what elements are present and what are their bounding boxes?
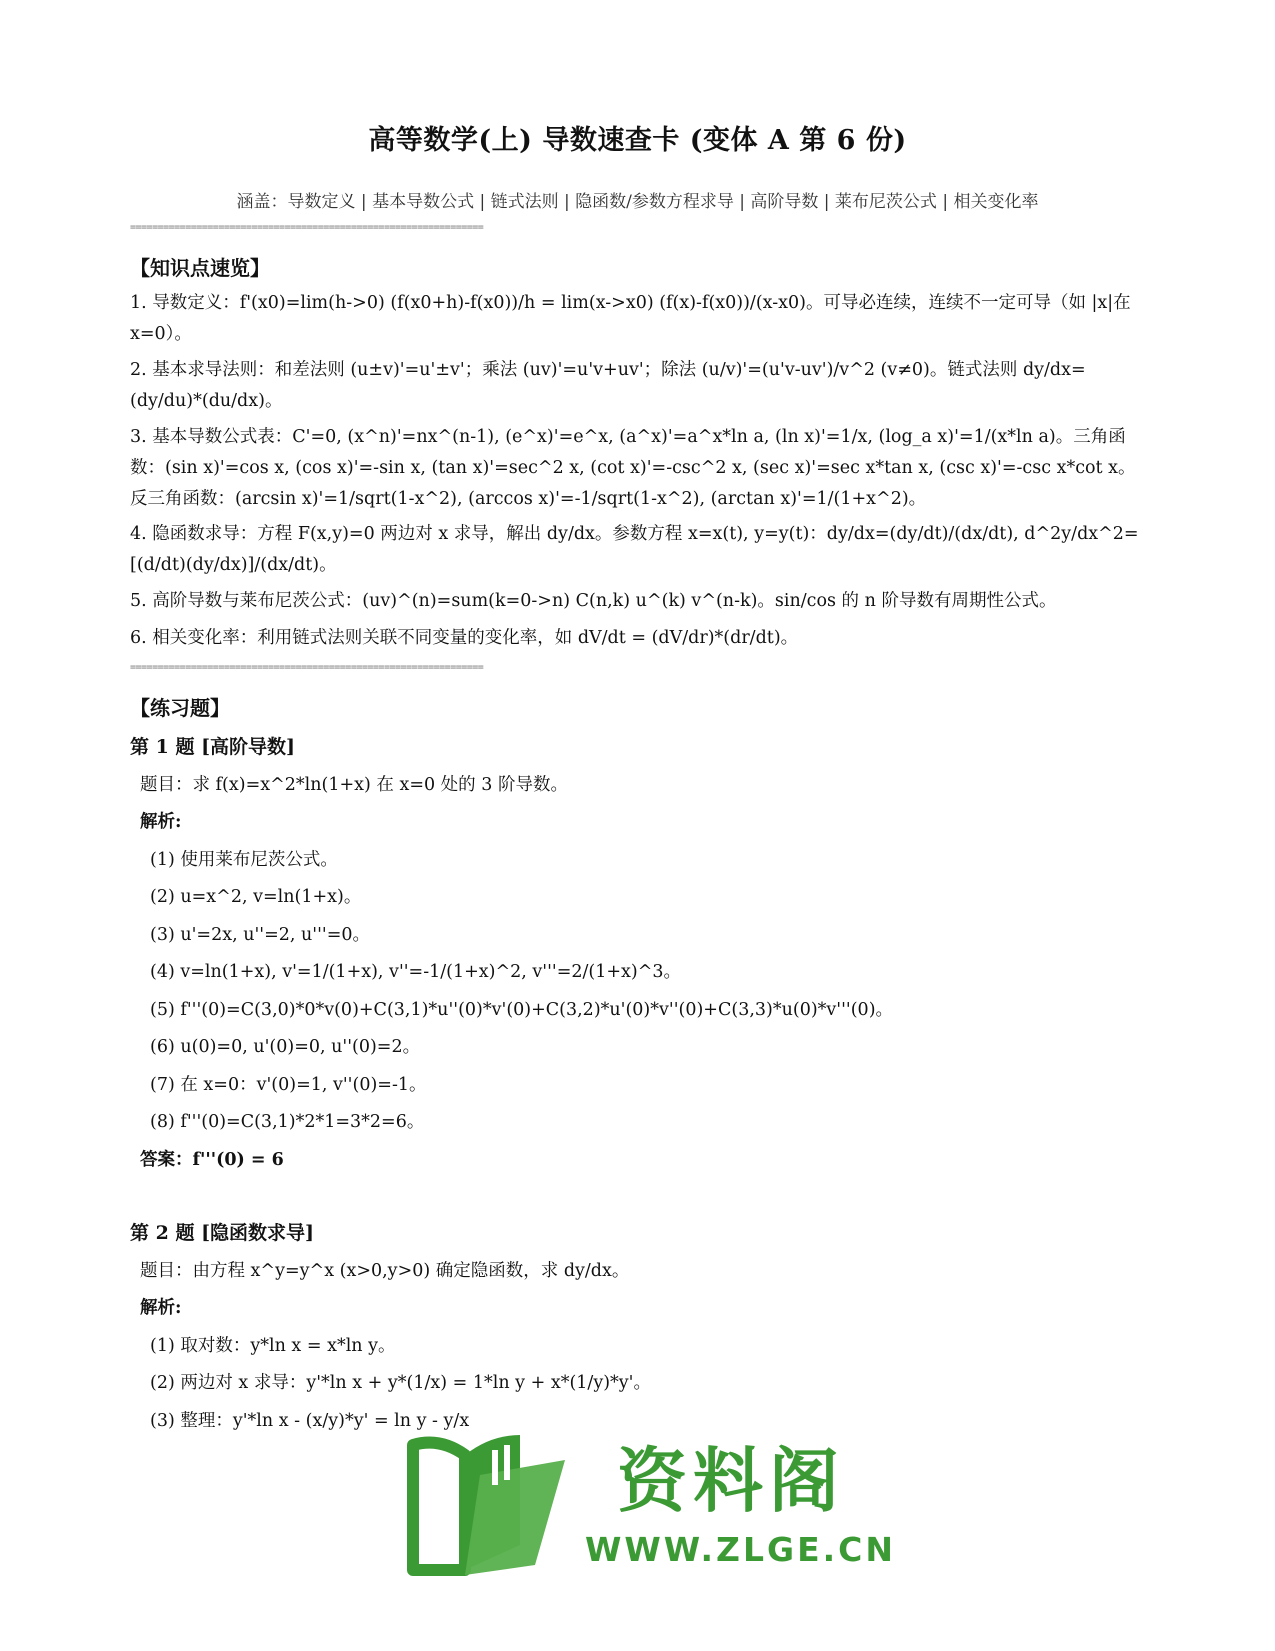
solution-step: (3) u'=2x, u''=2, u'''=0。 xyxy=(150,925,371,945)
knowledge-item: 4. 隐函数求导：方程 F(x,y)=0 两边对 x 求导，解出 dy/dx。参数方程 x=x(t), y=y(t)：dy/dx=(dy/dt)/(dx/dt), d^2y/dx^2=[(d/dt)(dy/dx)]/(dx/dt)。 xyxy=(130,524,1139,575)
knowledge-item: 5. 高阶导数与莱布尼茨公式：(uv)^(n)=sum(k=0->n) C(n,k) u^(k) v^(n-k)。sin/cos 的 n 阶导数有周期性公式。 xyxy=(130,591,1057,611)
solution-step: (8) f'''(0)=C(3,1)*2*1=3*2=6。 xyxy=(150,1112,425,1132)
page-title: 高等数学(上) 导数速查卡 (变体 A 第 6 份) xyxy=(368,125,907,156)
solution-step: (7) 在 x=0：v'(0)=1, v''(0)=-1。 xyxy=(150,1075,427,1095)
question-1-heading: 第 1 题 [高阶导数] xyxy=(130,736,296,758)
knowledge-item: 6. 相关变化率：利用链式法则关联不同变量的变化率，如 dV/dt = (dV/dr)*(dr/dt)。 xyxy=(130,628,799,648)
solution-step: (4) v=ln(1+x), v'=1/(1+x), v''=-1/(1+x)^2, v'''=2/(1+x)^3。 xyxy=(150,962,682,982)
practice-heading: 【练习题】 xyxy=(130,696,230,720)
knowledge-item: 1. 导数定义：f'(x0)=lim(h->0) (f(x0+h)-f(x0))/h = lim(x->x0) (f(x)-f(x0))/(x-x0)。可导必连续，连续不一定可导（如 |x|在 x=0）。 xyxy=(130,293,1131,344)
open-book-folder-icon xyxy=(395,1415,595,1585)
question-1-text: 题目：求 f(x)=x^2*ln(1+x) 在 x=0 处的 3 阶导数。 xyxy=(140,775,568,795)
solution-step: (1) 使用莱布尼茨公式。 xyxy=(150,850,338,870)
knowledge-item: 3. 基本导数公式表：C'=0, (x^n)'=nx^(n-1), (e^x)'=e^x, (a^x)'=a^x*ln a, (ln x)'=1/x, (log_a x)'=1/(x*ln a)。三角函数：(sin x)'=cos x, (cos x)'=-sin x, (tan x)'=sec^2 x, (cot x)'=-csc^2 x, (sec x)'=sec x*tan x, (csc x)'=-csc x*cot x。反三角函数：(arcsin x)'=1/sqrt(1-x^2), (arccos x)'=-1/sqrt(1-x^2), (arctan x)'=1/(1+x^2)。 xyxy=(130,427,1136,509)
solution-step: (1) 取对数：y*ln x = x*ln y。 xyxy=(150,1336,396,1356)
solution-step: (5) f'''(0)=C(3,0)*0*v(0)+C(3,1)*u''(0)*v'(0)+C(3,2)*u'(0)*v''(0)+C(3,3)*u(0)*v'''(0)。 xyxy=(150,1000,894,1020)
knowledge-item: 2. 基本求导法则：和差法则 (u±v)'=u'±v'；乘法 (uv)'=u'v+uv'；除法 (u/v)'=(u'v-uv')/v^2 (v≠0)。链式法则 dy/dx=(dy/du)*(du/dx)。 xyxy=(130,360,1086,411)
solution-step: (3) 整理：y'*ln x - (x/y)*y' = ln y - y/x xyxy=(150,1411,470,1431)
solution-step: (6) u(0)=0, u'(0)=0, u''(0)=2。 xyxy=(150,1037,421,1057)
divider-rule: ================================================================ xyxy=(130,222,484,233)
question-2-text: 题目：由方程 x^y=y^x (x>0,y>0) 确定隐函数，求 dy/dx。 xyxy=(140,1261,630,1281)
knowledge-heading: 【知识点速览】 xyxy=(130,256,270,280)
watermark-name: 资料阁 xyxy=(617,1440,845,1522)
divider-rule: ================================================================ xyxy=(130,662,484,673)
question-2-heading: 第 2 题 [隐函数求导] xyxy=(130,1222,315,1244)
solution-step: (2) 两边对 x 求导：y'*ln x + y*(1/x) = 1*ln y + x*(1/y)*y'。 xyxy=(150,1373,651,1393)
watermark-logo xyxy=(395,1415,897,1585)
watermark-url: WWW.ZLGE.CN xyxy=(585,1530,897,1569)
question-1-answer: 答案：f'''(0) = 6 xyxy=(140,1150,284,1170)
question-2-analysis-label: 解析: xyxy=(140,1298,182,1318)
question-1-analysis-label: 解析: xyxy=(140,812,182,832)
solution-step: (2) u=x^2, v=ln(1+x)。 xyxy=(150,887,362,907)
page-subtitle: 涵盖：导数定义 | 基本导数公式 | 链式法则 | 隐函数/参数方程求导 | 高阶导数 | 莱布尼茨公式 | 相关变化率 xyxy=(236,192,1039,212)
